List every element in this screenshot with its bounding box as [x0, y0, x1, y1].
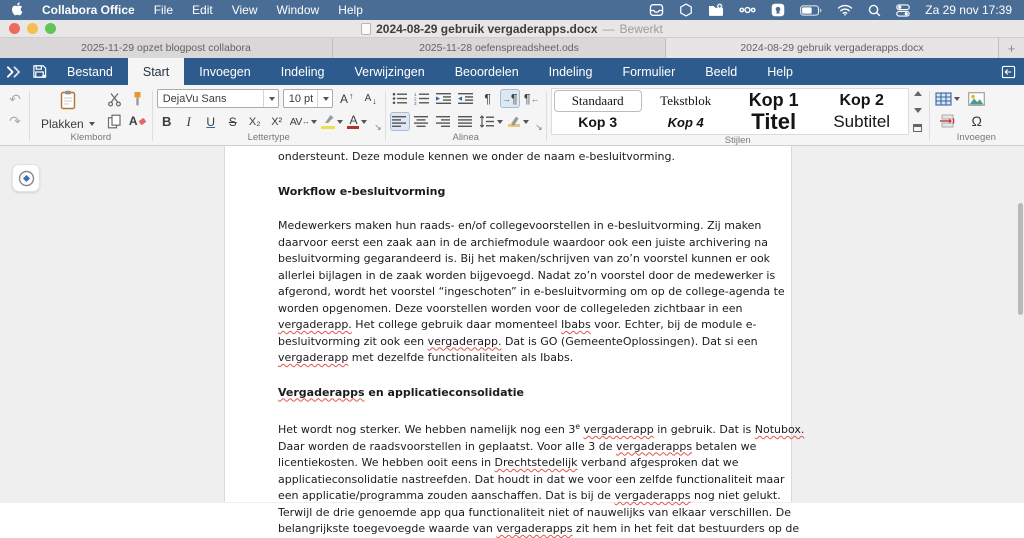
font-color-button[interactable] [346, 112, 368, 131]
font-name-dropdown[interactable] [263, 90, 278, 107]
undo-button[interactable]: ↶ [9, 90, 21, 107]
macos-menu-bar [0, 0, 1024, 20]
styles-group-label: Stijlen [724, 135, 751, 146]
insert-group-label: Invoegen [956, 132, 996, 143]
compass-icon [18, 170, 35, 187]
battery-icon[interactable] [800, 5, 822, 16]
paragraph-group-label: Alinea [452, 132, 479, 143]
document-tab-3[interactable]: 2024-08-29 gebruik vergaderapps.docx [666, 38, 999, 58]
redo-button[interactable]: ↷ [9, 112, 21, 129]
styles-scroll-up-icon[interactable] [914, 91, 922, 96]
paragraph-5 [278, 419, 805, 538]
ribbon-tab-beeld-8[interactable]: Beeld [705, 64, 738, 79]
text-line: worden opgenomen. Deze voorstellen worden voor de collegeleden zichtbaar in een [278, 301, 743, 315]
menubar-clock[interactable]: Za 29 nov 17:39 [925, 3, 1012, 17]
style-standaard[interactable]: Standaard [554, 90, 642, 112]
apple-menu-icon[interactable] [10, 2, 23, 19]
document-tab-bar [0, 38, 1024, 58]
paste-dropdown-caret [89, 122, 95, 126]
toolbar-separator [546, 91, 547, 141]
decrease-indent-button[interactable] [456, 89, 476, 108]
text-line: besluitvorming zit ook een vergaderapp. Dat is GO (GemeenteOplossingen). Dat si een [278, 334, 758, 348]
ribbon-tab-start-1[interactable]: Start [128, 58, 184, 85]
text-line: vergaderapp met dezelfde functionaliteiten als Ibabs. [278, 351, 574, 364]
hexagon-icon[interactable] [679, 3, 693, 17]
subscript-button[interactable]: X₂ [248, 115, 261, 128]
text-line: licentiekosten. We hebben ooit eens in Drechtstedelijk verband afgesproken dat we [278, 456, 739, 469]
styles-gallery-arrows [911, 88, 925, 135]
paste-label: Plakken [41, 116, 84, 131]
menubar-app-name[interactable]: Collabora Office [42, 3, 135, 17]
style-kop2[interactable]: Kop 2 [839, 91, 884, 109]
document-page[interactable] [224, 146, 805, 535]
numbered-list-button[interactable] [412, 89, 432, 108]
bold-button[interactable]: B [162, 114, 172, 129]
font-size-combobox[interactable] [283, 89, 333, 108]
highlight-color-button[interactable] [320, 112, 344, 131]
toolbar-separator [929, 91, 930, 141]
align-left-button[interactable] [390, 112, 410, 131]
style-kop3[interactable]: Kop 3 [578, 114, 618, 131]
collabora-logo-icon[interactable] [0, 58, 26, 85]
ribbon-tab-help-9[interactable]: Help [767, 64, 793, 79]
ribbon-tab-bar [0, 58, 1024, 85]
text-line: Medewerkers maken hun raads- en/of collegevoorstellen in e-besluitvorming. Zij maken [278, 219, 762, 232]
document-tab-2[interactable]: 2025-11-28 oefenspreadsheet.ods [333, 38, 666, 58]
svg-text:2: 2 [413, 96, 417, 102]
toolbar-separator [385, 91, 386, 141]
paragraph-2 [278, 184, 739, 201]
menubar-menus [154, 3, 363, 17]
align-right-button[interactable] [434, 112, 454, 131]
italic-button[interactable]: I [186, 113, 191, 129]
menu-window[interactable]: Window [276, 3, 320, 17]
collapse-ribbon-icon[interactable] [1001, 58, 1024, 85]
text-line: Het wordt nog sterker. We hebben namelijk nog een 3e vergaderapp in gebruik. Dat is Notubox. [278, 422, 805, 436]
justify-button[interactable] [456, 112, 476, 131]
text-line: applicatieconsolidatie nastreefden. Dat houdt in dat we voor een zelfde functionaliteit maar [278, 472, 785, 486]
insert-special-character-button[interactable]: Ω [971, 113, 982, 129]
left-to-right-button[interactable]: → ¶ [500, 89, 520, 108]
svg-text:3: 3 [413, 101, 417, 106]
font-dialog-launcher[interactable]: ↘ [374, 122, 382, 132]
style-tekstblok[interactable]: Tekstblok [660, 92, 712, 108]
vertical-scrollbar-thumb[interactable] [1018, 203, 1023, 315]
paragraph-group [387, 87, 545, 145]
font-name-combobox[interactable] [157, 89, 279, 108]
character-spacing-button[interactable]: AV ↔ [289, 112, 319, 131]
clear-formatting-letter: A [128, 114, 138, 128]
spotlight-search-icon[interactable] [868, 4, 881, 17]
text-line: Terwijl de drie genoemde app qua functionaliteit niet of nauwelijks van elkaar verschillen. De [278, 505, 792, 519]
styles-scroll-down-icon[interactable] [914, 108, 922, 113]
text-line: Workflow e-besluitvorming [278, 184, 446, 198]
ribbon-tab-indeling-6[interactable]: Indeling [548, 64, 593, 79]
ribbon-toolbar [0, 85, 1024, 146]
text-line: Daar worden de raadsvoorstellen in geplaatst. Voor alle 3 de vergaderapps betalen we [278, 439, 757, 453]
title-separator: — [602, 21, 615, 36]
grow-font-button[interactable]: A ↑ [339, 90, 354, 106]
wifi-icon[interactable] [837, 4, 853, 16]
font-group-label: Lettertype [247, 132, 290, 143]
cut-button[interactable] [105, 90, 125, 109]
text-line: daarvoor eerst een zaak aan in de archiefmodule waardoor ook een juiste archivering na [278, 235, 768, 249]
quick-menu-button[interactable] [12, 164, 40, 192]
paragraph-3 [278, 218, 785, 367]
text-line: belangrijkste toegevoegde waarde van vergaderapps zit hem in het feit dat bestuurders op de [278, 522, 800, 535]
align-center-button[interactable] [412, 112, 432, 131]
paragraph-4 [278, 385, 739, 402]
paragraph-dialog-launcher[interactable]: ↘ [535, 122, 543, 132]
font-color-letter: A [349, 112, 358, 127]
bullet-list-button[interactable] [390, 89, 410, 108]
text-line: vergaderapp. Het college gebruik daar momenteel Ibabs voor. Echter, bij de module e- [278, 318, 757, 331]
toolbar-separator [29, 91, 30, 141]
insert-table-button[interactable] [934, 90, 961, 109]
copy-button[interactable] [105, 112, 125, 131]
paste-clipboard-icon [59, 90, 77, 115]
ribbon-tab-indeling-3[interactable]: Indeling [280, 64, 325, 79]
ribbon-tab-invoegen-2[interactable]: Invoegen [199, 64, 251, 79]
tray-icon[interactable] [649, 3, 664, 17]
insert-image-button[interactable] [967, 90, 987, 109]
style-titel[interactable]: Titel [751, 109, 797, 135]
paragraph-1 [278, 149, 739, 166]
insert-group [931, 87, 1022, 145]
clear-formatting-button[interactable] [128, 112, 148, 131]
style-kop1[interactable]: Kop 1 [748, 90, 799, 111]
clone-formatting-button[interactable] [128, 90, 148, 109]
text-line: besluitvorming gegarandeerd is. Bij het maken/schrijven van zo’n voorstel kunnen er ook [278, 252, 771, 265]
font-size-dropdown[interactable] [317, 90, 332, 107]
increase-indent-button[interactable] [434, 89, 454, 108]
text-line: afgerond, wordt het voorstel “ingeschoten” in e-besluitvorming om op de college-agenda te [278, 285, 785, 298]
strikethrough-button[interactable]: S [228, 114, 237, 129]
clipboard-group-label: Klembord [70, 132, 112, 143]
menu-help[interactable]: Help [338, 3, 363, 17]
ribbon-tabs [52, 58, 808, 85]
ribbon-tab-verwijzingen-4[interactable]: Verwijzingen [354, 64, 425, 79]
text-line: een applicatie/programma zouden aanschaffen. Dat is bij de vergaderapps nog niet gelukt. [278, 489, 781, 502]
font-group [154, 87, 384, 145]
style-kop4[interactable]: Kop 4 [667, 114, 704, 130]
text-line: Vergaderapps en applicatieconsolidatie [278, 385, 525, 399]
line-spacing-button[interactable] [478, 112, 504, 131]
styles-group [548, 87, 928, 145]
insert-page-break-button[interactable] [937, 112, 957, 131]
window-title: 2024-08-29 gebruik vergaderapps.docx [376, 21, 598, 36]
document-tab-1[interactable]: 2025-11-29 opzet blogpost collabora [0, 38, 333, 58]
ribbon-tab-beoordelen-5[interactable]: Beoordelen [454, 64, 519, 79]
document-text [225, 146, 805, 538]
font-size-value: 10 pt [288, 92, 314, 105]
menu-file[interactable]: File [153, 3, 174, 17]
menu-edit[interactable]: Edit [192, 3, 213, 17]
right-to-left-button[interactable]: ¶ ← [523, 91, 540, 106]
history-group [2, 87, 28, 145]
formatting-marks-button[interactable]: ¶ [484, 91, 492, 106]
document-tabs [0, 38, 999, 58]
svg-text:1: 1 [413, 92, 417, 97]
superscript-button[interactable]: X² [271, 115, 283, 128]
paste-button[interactable] [34, 89, 102, 132]
style-subtitel[interactable]: Subtitel [833, 112, 891, 132]
paragraph-background-button[interactable] [506, 112, 530, 131]
font-name-value: DejaVu Sans [162, 92, 227, 105]
folder-plus-icon[interactable] [708, 3, 724, 17]
menu-view[interactable]: View [231, 3, 258, 17]
save-icon[interactable] [26, 58, 52, 85]
vpn-icon[interactable] [739, 5, 756, 15]
highlighter-icon [321, 114, 335, 129]
toolbar-separator [152, 91, 153, 141]
ribbon-tab-formulier-7[interactable]: Formulier [622, 64, 676, 79]
clipboard-group [31, 87, 151, 145]
ribbon-tab-bestand-0[interactable]: Bestand [67, 64, 113, 79]
text-line: ondersteunt. Deze module kennen we onder de naam e-besluitvorming. [278, 150, 676, 163]
document-proxy-icon [361, 23, 371, 35]
window-title-bar [0, 20, 1024, 38]
document-area [0, 146, 1024, 535]
control-center-icon[interactable] [896, 4, 910, 17]
new-tab-button[interactable]: + [999, 38, 1024, 58]
styles-more-icon[interactable] [913, 124, 922, 132]
text-line: allerlei bijlagen in de zaak worden bijgevoegd. Nadat zo’n voorstel door de medewerker is [278, 268, 776, 282]
edited-status: Bewerkt [619, 21, 663, 36]
password-manager-icon[interactable] [771, 3, 785, 17]
underline-button[interactable]: U [206, 114, 216, 129]
shrink-font-button[interactable]: A ↓ [364, 93, 377, 106]
styles-gallery [551, 88, 909, 135]
